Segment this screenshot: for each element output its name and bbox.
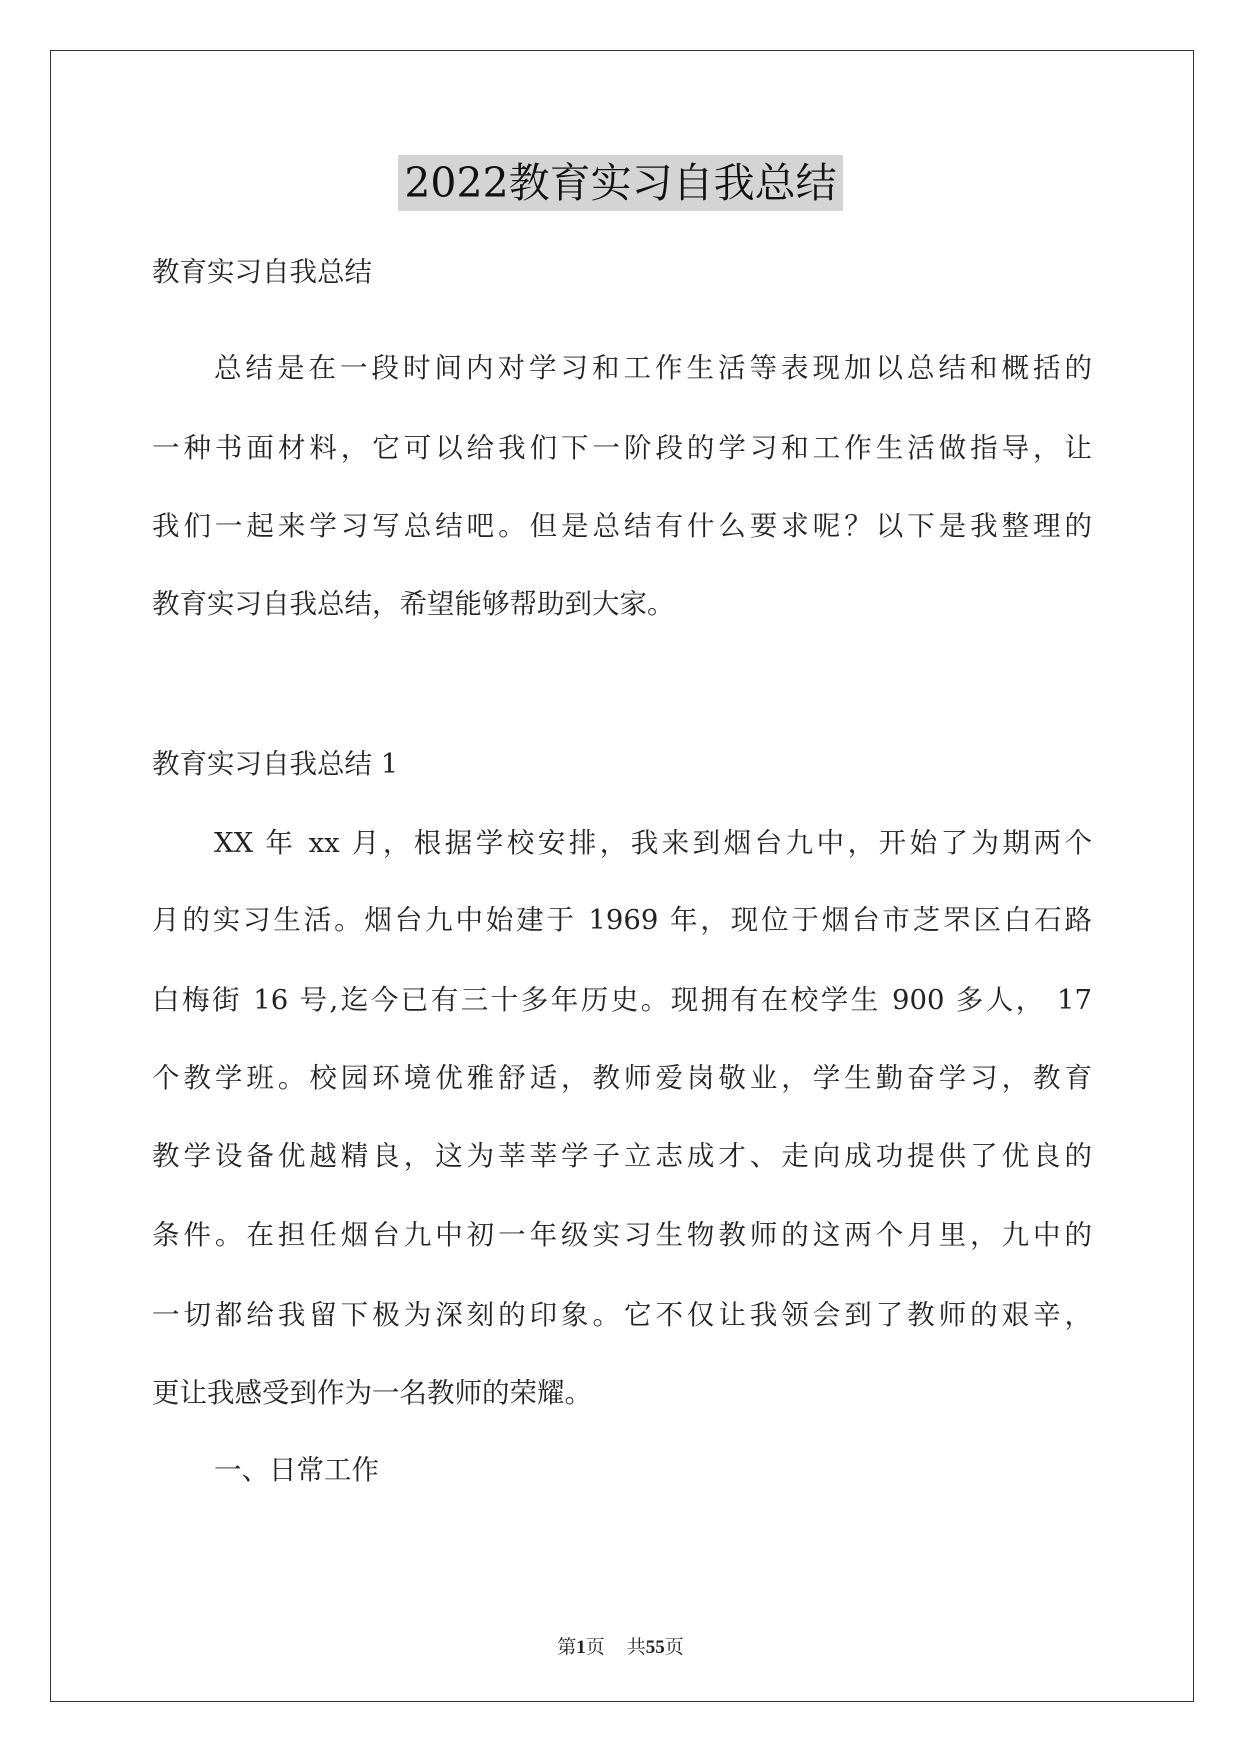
document-subtitle: 教育实习自我总结 (152, 256, 372, 288)
intro-line: 总结是在一段时间内对学习和工作生活等表现加以总结和概括的 (214, 352, 1092, 384)
footer-total-prefix: 共 (626, 1637, 646, 1658)
section-title: 教育实习自我总结 1 (152, 748, 399, 780)
document-title-text: 2022教育实习自我总结 (398, 155, 842, 211)
body-line: 个教学班。校园环境优雅舒适，教师爱岗敬业，学生勤奋学习，教育 (152, 1062, 1092, 1094)
body-line: XX 年 xx 月，根据学校安排，我来到烟台九中，开始了为期两个 (214, 827, 1092, 859)
document-title (0, 155, 1241, 220)
footer-total-pages: 55 (645, 1637, 665, 1658)
body-line: 白梅街 16 号,迄今已有三十多年历史。现拥有在校学生 900 多人， 17 (152, 984, 1092, 1016)
intro-line: 我们一起来学习写总结吧。但是总结有什么要求呢？以下是我整理的 (152, 510, 1092, 542)
page-footer (0, 1632, 1241, 1659)
body-line: 月的实习生活。烟台九中始建于 1969 年，现位于烟台市芝罘区白石路 (152, 904, 1092, 936)
section-heading: 一、日常工作 (214, 1454, 379, 1486)
intro-line: 一种书面材料，它可以给我们下一阶段的学习和工作生活做指导，让 (152, 432, 1092, 464)
intro-line: 教育实习自我总结，希望能够帮助到大家。 (152, 588, 675, 620)
footer-page-number: 1 (576, 1637, 586, 1658)
footer-prefix: 第 (557, 1637, 577, 1658)
footer-page-suffix: 页 (585, 1637, 605, 1658)
body-line: 教学设备优越精良，这为莘莘学子立志成才、走向成功提供了优良的 (152, 1140, 1092, 1172)
footer-total-suffix: 页 (664, 1637, 684, 1658)
body-line: 更让我感受到作为一名教师的荣耀。 (152, 1377, 592, 1409)
body-line: 条件。在担任烟台九中初一年级实习生物教师的这两个月里，九中的 (152, 1219, 1092, 1251)
body-line: 一切都给我留下极为深刻的印象。它不仅让我领会到了教师的艰辛， (152, 1299, 1092, 1331)
